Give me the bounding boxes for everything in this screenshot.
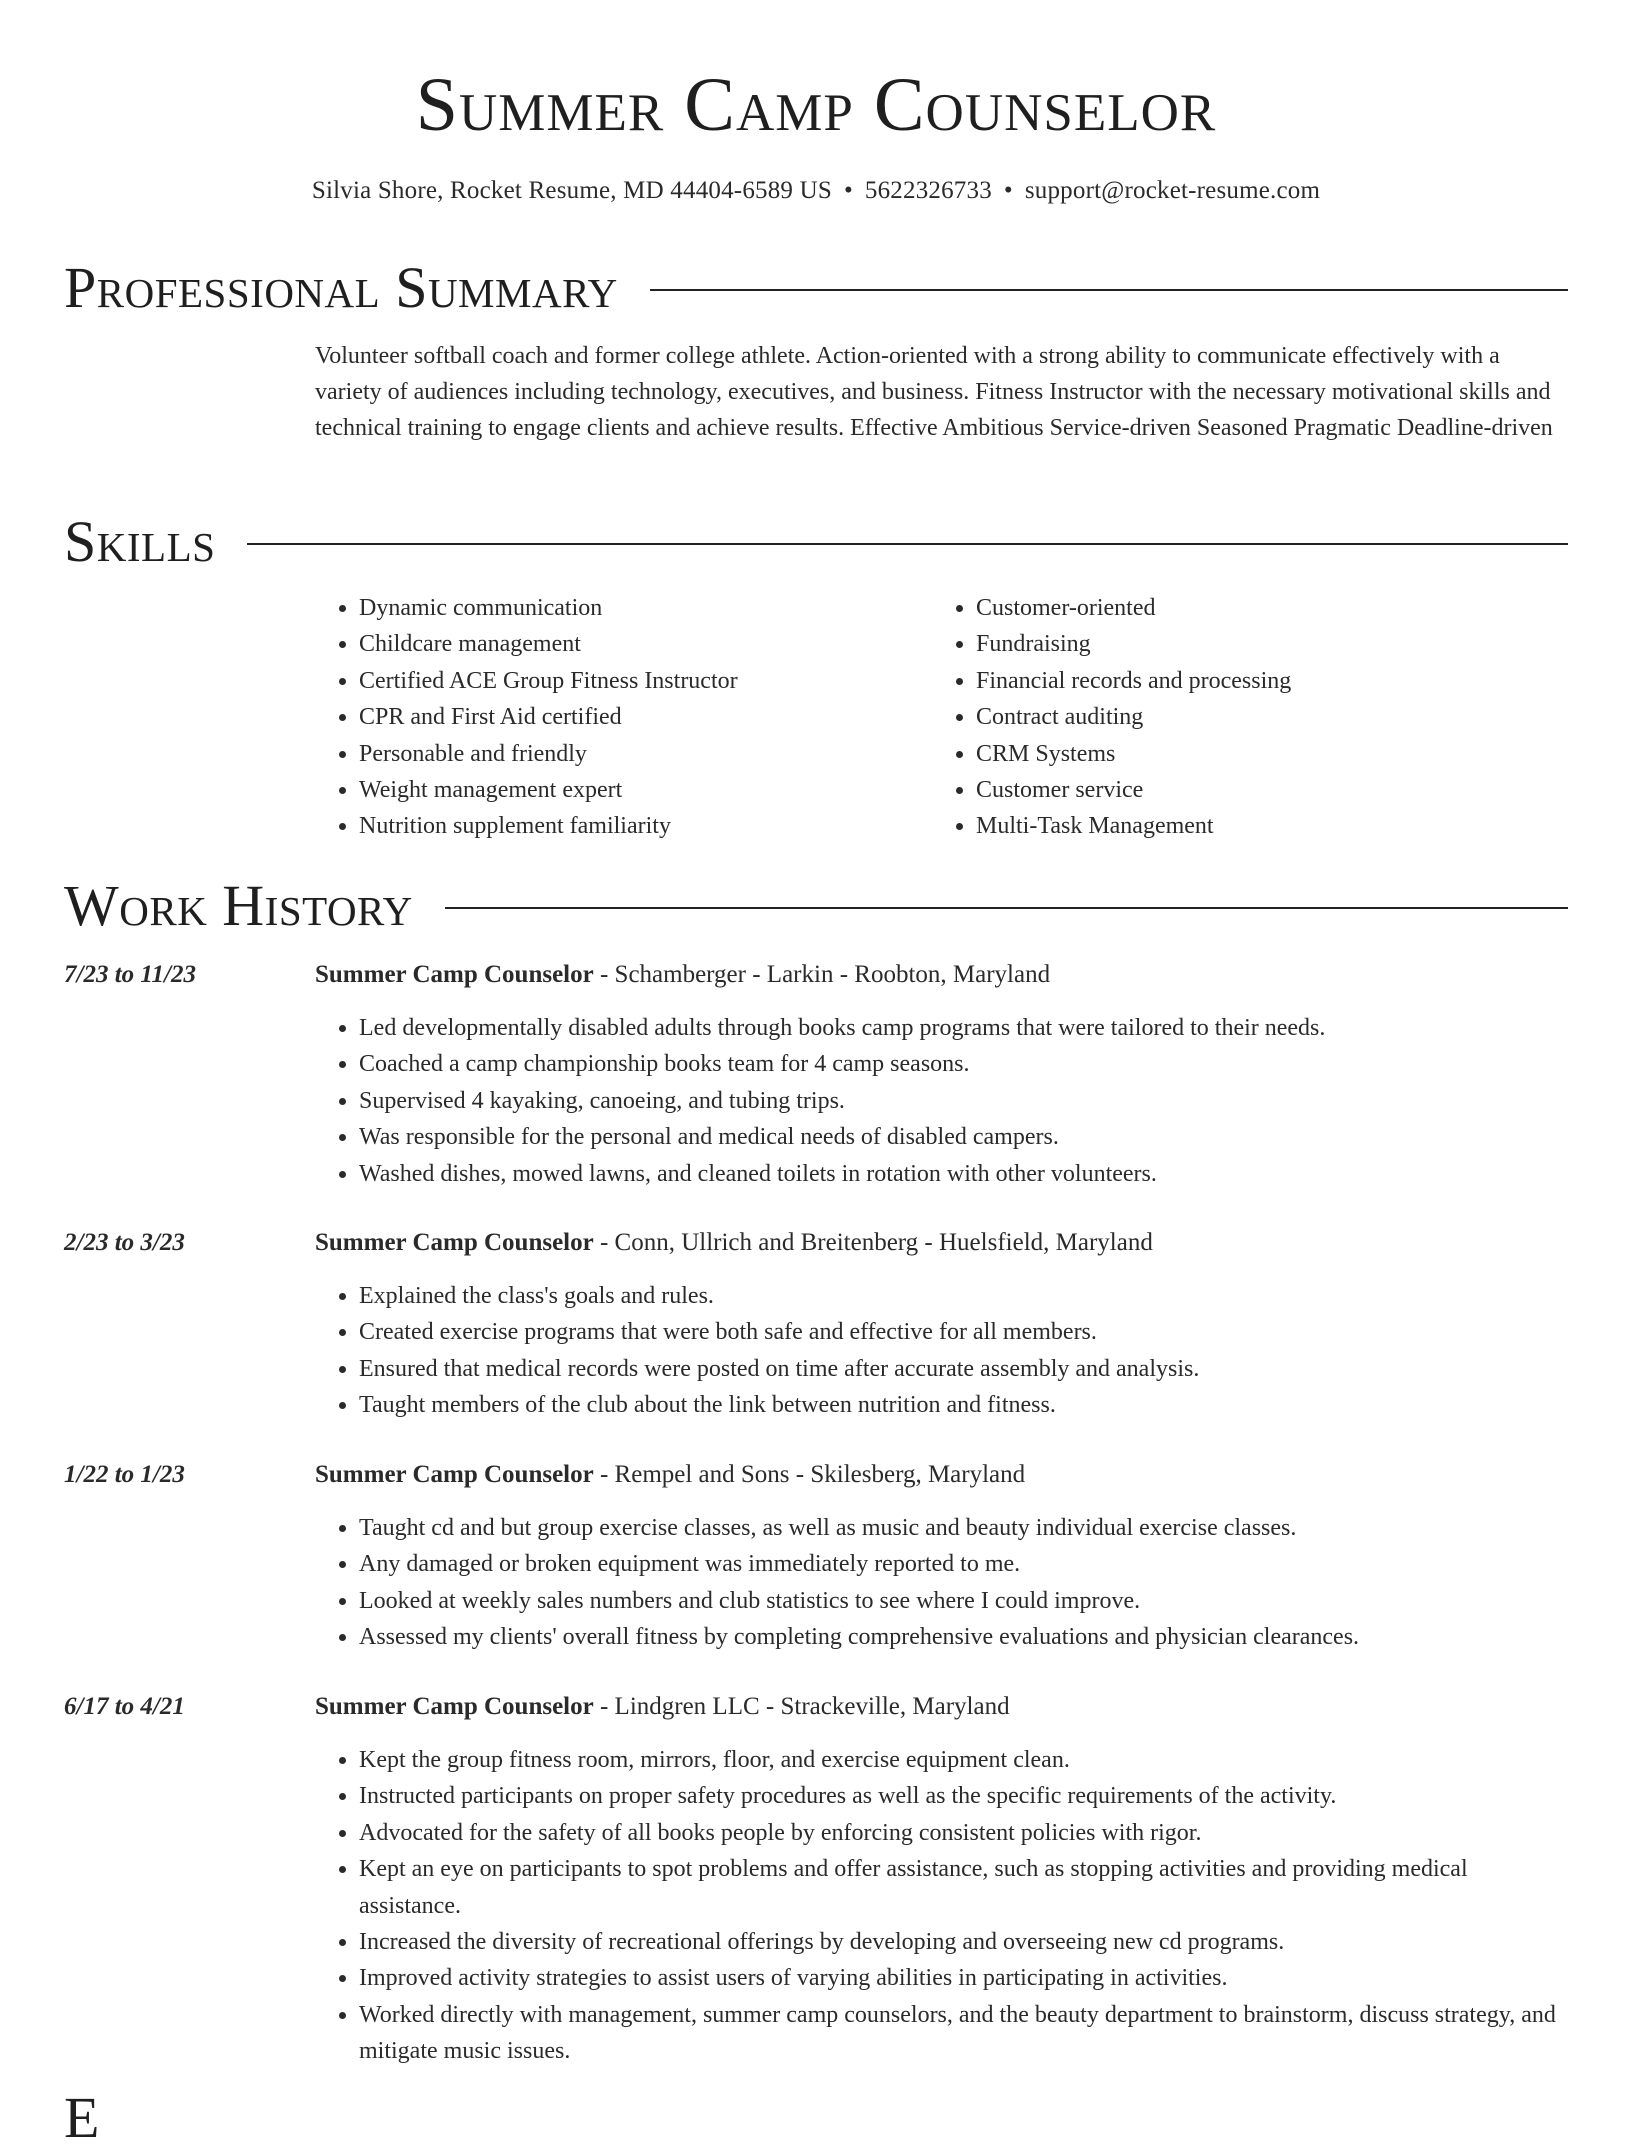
job-headline <box>315 958 1050 992</box>
contact-separator: • <box>1003 177 1013 204</box>
job-employer: - Schamberger - Larkin - Roobton, Maryland <box>593 961 1051 988</box>
job-bullet: • Coached a camp championship books team for 4 camp seasons. <box>359 1046 1568 1082</box>
resume-title: Summer Camp Counselor <box>415 63 1217 147</box>
section-header-work-history <box>64 874 1568 938</box>
job-bullet: • Created exercise programs that were both safe and effective for all members. <box>359 1314 1568 1350</box>
job-bullet: • Any damaged or broken equipment was immediately reported to me. <box>359 1546 1568 1582</box>
job-bullets <box>315 1010 1568 1192</box>
section-title-summary: Professional Summary <box>64 255 618 320</box>
section-header-summary <box>64 256 1568 320</box>
skill-item: • CPR and First Aid certified <box>359 699 932 735</box>
skill-item: • Personable and friendly <box>359 736 932 772</box>
job-bullet: • Was responsible for the personal and medical needs of disabled campers. <box>359 1119 1568 1155</box>
skill-item: • Customer-oriented <box>976 590 1549 626</box>
contact-separator: • <box>843 177 853 204</box>
job-bullets <box>315 1510 1568 1656</box>
job-title: Summer Camp Counselor <box>315 1229 594 1256</box>
job-bullet: • Looked at weekly sales numbers and club statistics to see where I could improve. <box>359 1583 1568 1619</box>
section-divider <box>650 289 1568 291</box>
job-employer: - Lindgren LLC - Strackeville, Maryland <box>593 1693 1010 1720</box>
job-employer: - Rempel and Sons - Skilesberg, Maryland <box>593 1461 1026 1488</box>
skill-item: • Certified ACE Group Fitness Instructor <box>359 663 932 699</box>
job-bullet: • Assessed my clients' overall fitness by completing comprehensive evaluations and physician clearances. <box>359 1619 1568 1655</box>
job-employer: - Conn, Ullrich and Breitenberg - Huelsfield, Maryland <box>593 1229 1153 1256</box>
contact-email: support@rocket-resume.com <box>1024 177 1321 204</box>
job-bullet: • Increased the diversity of recreational offerings by developing and overseeing new cd programs. <box>359 1924 1568 1960</box>
job-bullet: • Explained the class's goals and rules. <box>359 1278 1568 1314</box>
job-title: Summer Camp Counselor <box>315 961 594 988</box>
job-bullet: • Taught cd and but group exercise classes, as well as music and beauty individual exercise classes. <box>359 1510 1568 1546</box>
job-bullet: • Taught members of the club about the link between nutrition and fitness. <box>359 1387 1568 1423</box>
skill-item: • Customer service <box>976 772 1549 808</box>
job-bullet: • Kept an eye on participants to spot problems and offer assistance, such as stopping activities and providing medical assistance. <box>359 1851 1568 1924</box>
job-dates: 2/23 to 3/23 <box>64 1229 185 1256</box>
skills-list <box>315 590 1568 845</box>
skill-item: • Contract auditing <box>976 699 1549 735</box>
contact-line <box>0 172 1632 210</box>
skill-item: • Weight management expert <box>359 772 932 808</box>
section-title-next-cut-off: E <box>64 2085 100 2150</box>
job-bullet: • Kept the group fitness room, mirrors, floor, and exercise equipment clean. <box>359 1742 1568 1778</box>
skill-item: • Dynamic communication <box>359 590 932 626</box>
job-dates: 7/23 to 11/23 <box>64 961 196 988</box>
section-divider <box>445 907 1568 909</box>
contact-phone: 5622326733 <box>864 177 992 204</box>
job-headline <box>315 1690 1010 1724</box>
section-title-skills: Skills <box>64 509 216 574</box>
job-bullet: • Worked directly with management, summer camp counselors, and the beauty department to brainstorm, discuss strategy, and mitigate music issues. <box>359 1997 1568 2070</box>
job-bullet: • Washed dishes, mowed lawns, and cleaned toilets in rotation with other volunteers. <box>359 1156 1568 1192</box>
skill-item: • Financial records and processing <box>976 663 1549 699</box>
contact-address: Silvia Shore, Rocket Resume, MD 44404-6589 US <box>311 177 832 204</box>
job-headline <box>315 1458 1025 1492</box>
skill-item: • Nutrition supplement familiarity <box>359 808 932 844</box>
job-title: Summer Camp Counselor <box>315 1693 594 1720</box>
job-bullets <box>315 1742 1568 2070</box>
section-title-work-history: Work History <box>64 873 413 938</box>
skill-item: • Childcare management <box>359 626 932 662</box>
job-bullet: • Instructed participants on proper safety procedures as well as the specific requirements of the activity. <box>359 1778 1568 1814</box>
job-bullet: • Ensured that medical records were posted on time after accurate assembly and analysis. <box>359 1351 1568 1387</box>
job-bullets <box>315 1278 1568 1424</box>
job-title: Summer Camp Counselor <box>315 1461 594 1488</box>
job-headline <box>315 1226 1153 1260</box>
job-dates: 6/17 to 4/21 <box>64 1693 185 1720</box>
skills-column-right <box>932 590 1549 845</box>
job-bullet: • Improved activity strategies to assist users of varying abilities in participating in activities. <box>359 1960 1568 1996</box>
job-bullet: • Supervised 4 kayaking, canoeing, and tubing trips. <box>359 1083 1568 1119</box>
skill-item: • Fundraising <box>976 626 1549 662</box>
skill-item: • Multi-Task Management <box>976 808 1549 844</box>
job-dates: 1/22 to 1/23 <box>64 1461 185 1488</box>
skill-item: • CRM Systems <box>976 736 1549 772</box>
job-bullet: • Advocated for the safety of all books people by enforcing consistent policies with rigor. <box>359 1815 1568 1851</box>
summary-text: Volunteer softball coach and former college athlete. Action-oriented with a strong ability to communicate effectively with a variety of audiences including technology, executives, and business. Fitness Instructor with the necessary motivational skills and technical training to engage clients and achieve results. Effective Ambitious Service-driven Seasoned Pragmatic Deadline-driven <box>315 343 1553 441</box>
section-divider <box>247 543 1568 545</box>
section-header-skills <box>64 510 1568 574</box>
job-bullet: • Led developmentally disabled adults through books camp programs that were tailored to their needs. <box>359 1010 1568 1046</box>
skills-column-left <box>315 590 932 845</box>
